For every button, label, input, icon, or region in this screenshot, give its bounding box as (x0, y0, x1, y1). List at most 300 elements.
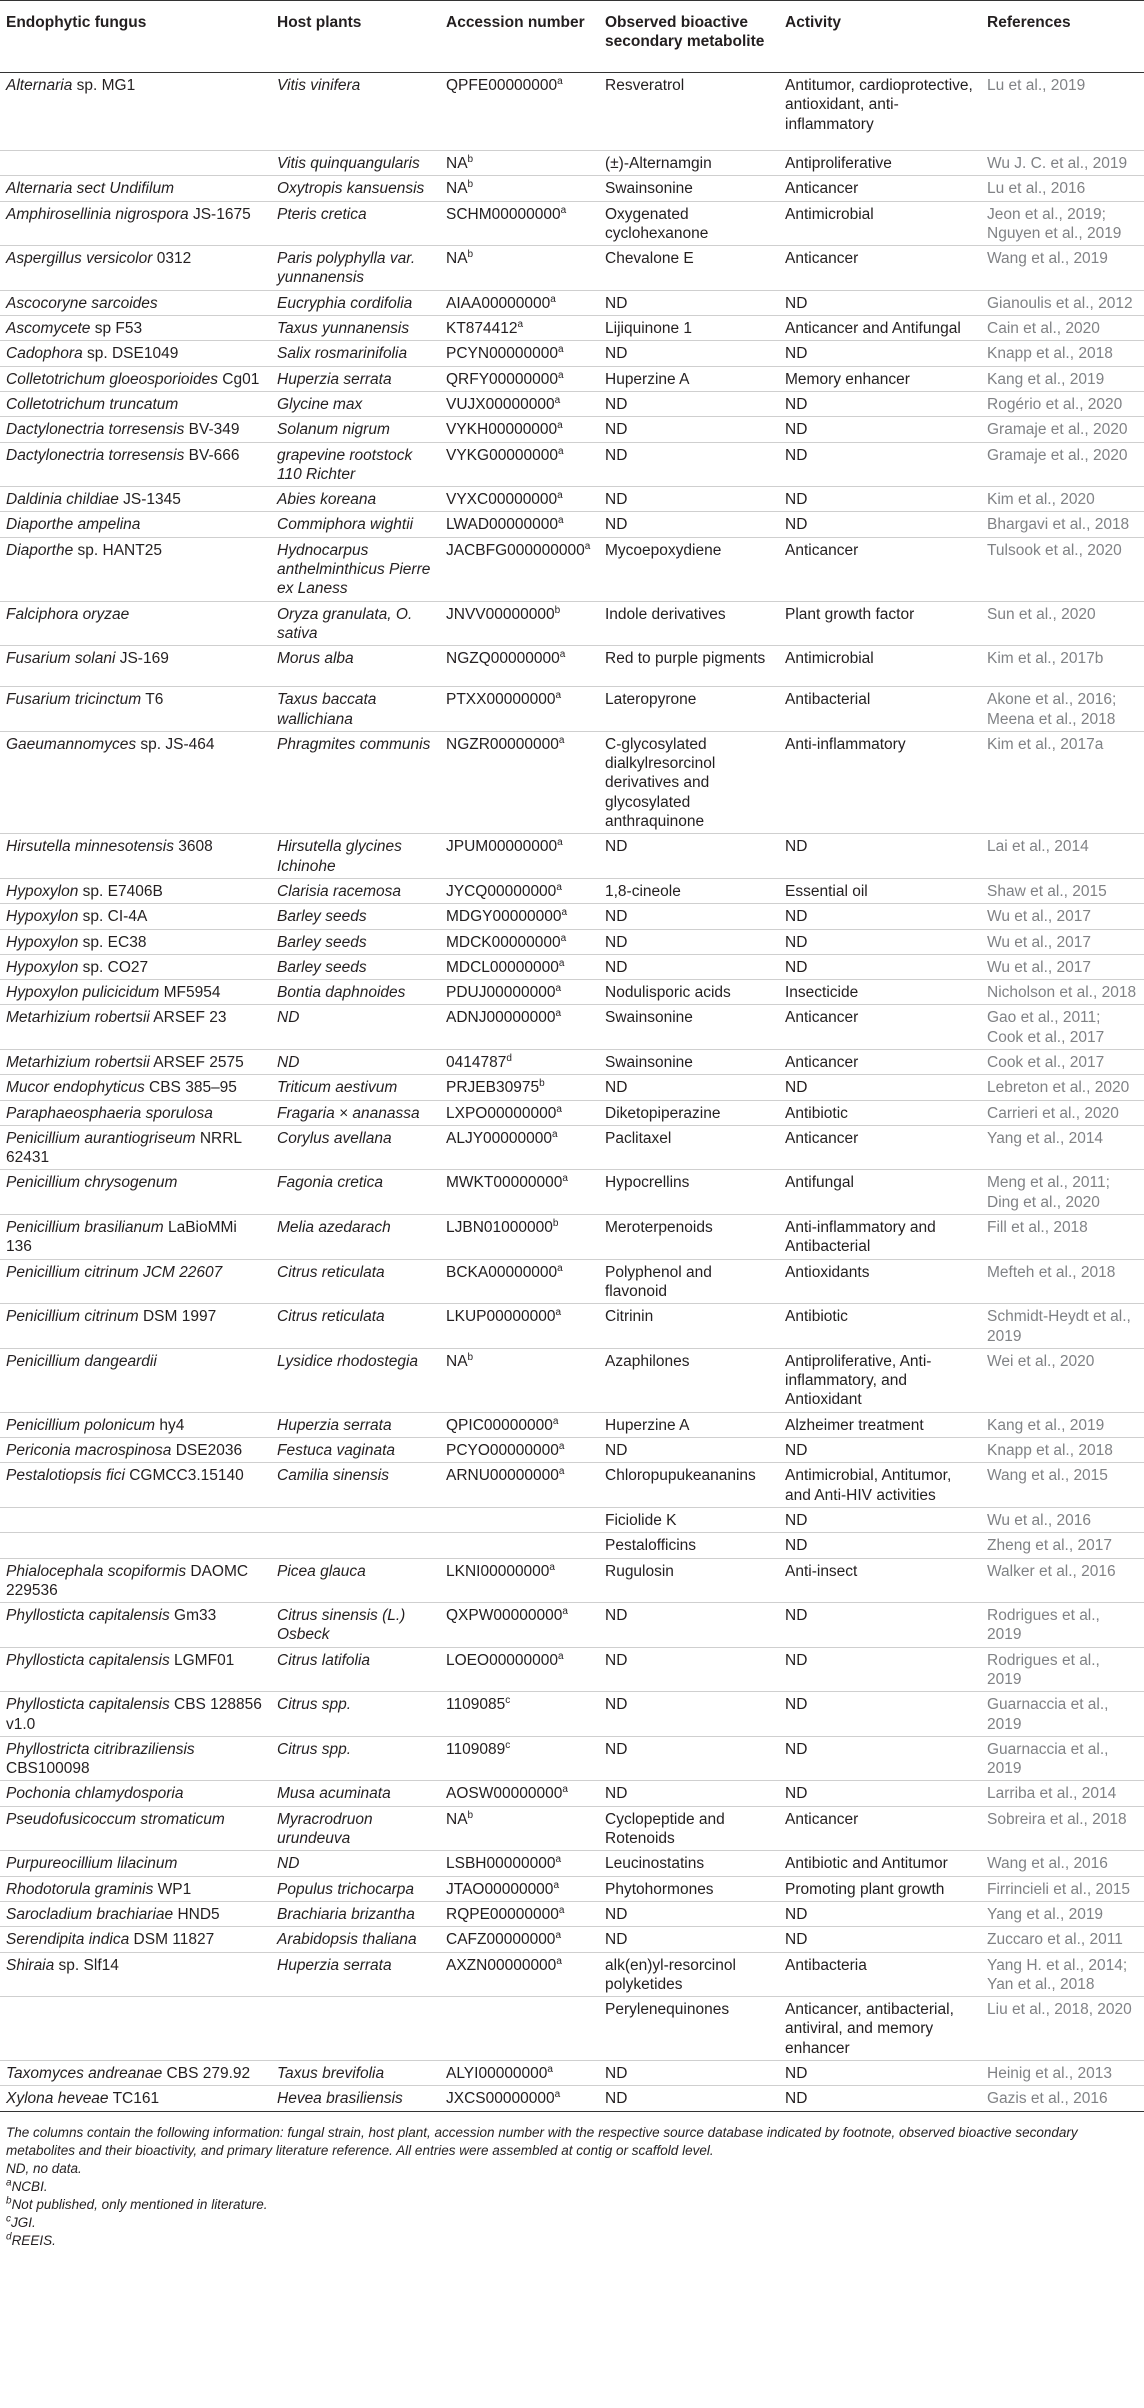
table-row (0, 731, 1144, 833)
cell-host-plant: Abies koreana (271, 487, 440, 512)
cell-host-plant: Fagonia cretica (271, 1170, 440, 1215)
cell-host-plant: Triticum aestivum (271, 1075, 440, 1100)
header-fungus: Endophytic fungus (0, 1, 271, 73)
cell-accession: MDCK00000000$^a$ (440, 929, 599, 954)
cell-metabolite: Lijiquinone 1 (599, 316, 779, 341)
footnote-a: $^a$NCBI. (6, 2177, 48, 2194)
cell-accession: CAFZ00000000$^a$ (440, 1927, 599, 1952)
cell-accession: 0414787$^d$ (440, 1049, 599, 1074)
cell-host-plant: Festuca vaginata (271, 1438, 440, 1463)
cell-accession: QXPW00000000$^a$ (440, 1603, 599, 1648)
cell-fungus: Phialocephala scopiformis DAOMC 229536 (0, 1558, 271, 1603)
cell-fungus: Cadophora sp. DSE1049 (0, 341, 271, 366)
cell-accession: LWAD00000000$^a$ (440, 512, 599, 537)
cell-activity: Anticancer (779, 246, 981, 291)
footnote-d: $^d$REEIS. (6, 2231, 56, 2248)
table-row (0, 646, 1144, 687)
cell-host-plant: Vitis quinquangularis (271, 151, 440, 176)
table-row (0, 1215, 1144, 1260)
cell-fungus: Paraphaeosphaeria sporulosa (0, 1100, 271, 1125)
cell-fungus: Phyllosticta capitalensis CBS 128856 v1.0 (0, 1692, 271, 1737)
cell-activity: ND (779, 834, 981, 879)
cell-host-plant: Paris polyphylla var. yunnanensis (271, 246, 440, 291)
cell-activity: Insecticide (779, 980, 981, 1005)
cell-metabolite: ND (599, 417, 779, 442)
table-body (0, 73, 1144, 2112)
cell-fungus: Hypoxylon sp. CO27 (0, 954, 271, 979)
cell-reference[interactable]: Kang et al., 2019 (981, 366, 1144, 391)
cell-activity: ND (779, 1781, 981, 1806)
cell-accession: $NA^b$ (440, 1806, 599, 1851)
cell-reference[interactable]: Bhargavi et al., 2018 (981, 512, 1144, 537)
cell-fungus: Aspergillus versicolor 0312 (0, 246, 271, 291)
cell-fungus: Penicillium citrinum DSM 1997 (0, 1304, 271, 1349)
cell-fungus (0, 1997, 271, 2061)
cell-host-plant: Barley seeds (271, 904, 440, 929)
cell-accession: 1109089$^c$ (440, 1736, 599, 1781)
cell-host-plant: grapevine rootstock 110 Richter (271, 442, 440, 487)
cell-fungus (0, 151, 271, 176)
cell-metabolite: Swainsonine (599, 1049, 779, 1074)
cell-activity: Essential oil (779, 878, 981, 903)
cell-reference[interactable]: Wang et al., 2015 (981, 1463, 1144, 1508)
cell-reference[interactable]: Knapp et al., 2018 (981, 1438, 1144, 1463)
cell-metabolite: ND (599, 487, 779, 512)
cell-activity: Antiproliferative (779, 151, 981, 176)
cell-host-plant: Hirsutella glycines Ichinohe (271, 834, 440, 879)
cell-activity: ND (779, 1736, 981, 1781)
cell-reference[interactable]: Lai et al., 2014 (981, 834, 1144, 879)
cell-activity: Antibacteria (779, 1952, 981, 1997)
cell-metabolite: 1,8-cineole (599, 878, 779, 903)
cell-fungus (0, 1533, 271, 1558)
cell-activity: ND (779, 442, 981, 487)
table-row (0, 1851, 1144, 1876)
cell-metabolite: ND (599, 1781, 779, 1806)
table-row (0, 1692, 1144, 1737)
cell-reference[interactable]: Cain et al., 2020 (981, 316, 1144, 341)
cell-reference[interactable]: Rogério et al., 2020 (981, 391, 1144, 416)
cell-accession: 1109085$^c$ (440, 1692, 599, 1737)
cell-fungus: Serendipita indica DSM 11827 (0, 1927, 271, 1952)
cell-host-plant: Barley seeds (271, 954, 440, 979)
cell-reference[interactable]: Walker et al., 2016 (981, 1558, 1144, 1603)
cell-metabolite: ND (599, 1438, 779, 1463)
cell-host-plant: Populus trichocarpa (271, 1876, 440, 1901)
cell-accession: ALYI00000000$^a$ (440, 2061, 599, 2086)
table-row (0, 442, 1144, 487)
cell-host-plant: Taxus brevifolia (271, 2061, 440, 2086)
cell-fungus: Fusarium tricinctum T6 (0, 687, 271, 732)
cell-reference[interactable]: Kim et al., 2017b (981, 646, 1144, 687)
cell-activity: Antibiotic (779, 1304, 981, 1349)
table-row (0, 1304, 1144, 1349)
cell-accession: $NA^b$ (440, 176, 599, 201)
footnote-nd: ND, no data. (6, 2160, 82, 2176)
cell-host-plant (271, 1533, 440, 1558)
cell-reference[interactable]: Heinig et al., 2013 (981, 2061, 1144, 2086)
cell-accession: JPUM00000000$^a$ (440, 834, 599, 879)
cell-host-plant: Solanum nigrum (271, 417, 440, 442)
cell-activity: ND (779, 2086, 981, 2111)
cell-host-plant: Vitis vinifera (271, 73, 440, 151)
cell-fungus: Alternaria sect Undifilum (0, 176, 271, 201)
cell-reference[interactable]: Firrincieli et al., 2015 (981, 1876, 1144, 1901)
cell-host-plant: Huperzia serrata (271, 366, 440, 391)
cell-accession: VYXC00000000$^a$ (440, 487, 599, 512)
cell-accession: MDCL00000000$^a$ (440, 954, 599, 979)
cell-reference[interactable]: Gianoulis et al., 2012 (981, 290, 1144, 315)
cell-reference[interactable]: Wang et al., 2016 (981, 1851, 1144, 1876)
cell-fungus: Purpureocillium lilacinum (0, 1851, 271, 1876)
cell-metabolite: ND (599, 1075, 779, 1100)
cell-reference[interactable]: Gazis et al., 2016 (981, 2086, 1144, 2111)
cell-metabolite: Paclitaxel (599, 1125, 779, 1170)
table-row (0, 1100, 1144, 1125)
cell-activity: ND (779, 1647, 981, 1692)
cell-metabolite: Leucinostatins (599, 1851, 779, 1876)
cell-reference[interactable]: Guarnaccia et al., 2019 (981, 1692, 1144, 1737)
cell-metabolite: Rugulosin (599, 1558, 779, 1603)
cell-metabolite: ND (599, 1901, 779, 1926)
footnote-c: $^c$JGI. (6, 2213, 36, 2230)
cell-reference[interactable]: Wu et al., 2017 (981, 954, 1144, 979)
cell-reference[interactable]: Jeon et al., 2019; Nguyen et al., 2019 (981, 201, 1144, 246)
cell-host-plant: Lysidice rhodostegia (271, 1348, 440, 1412)
cell-accession: $NA^b$ (440, 151, 599, 176)
cell-reference[interactable]: Lu et al., 2019 (981, 73, 1144, 151)
cell-host-plant: Bontia daphnoides (271, 980, 440, 1005)
cell-reference[interactable]: Guarnaccia et al., 2019 (981, 1736, 1144, 1781)
cell-fungus: Sarocladium brachiariae HND5 (0, 1901, 271, 1926)
cell-fungus: Ascomycete sp F53 (0, 316, 271, 341)
cell-metabolite: Resveratrol (599, 73, 779, 151)
cell-reference[interactable]: Gao et al., 2011; Cook et al., 2017 (981, 1005, 1144, 1050)
cell-activity: ND (779, 341, 981, 366)
cell-reference[interactable]: Gramaje et al., 2020 (981, 442, 1144, 487)
cell-fungus: Pestalotiopsis fici CGMCC3.15140 (0, 1463, 271, 1508)
cell-accession: VYKH00000000$^a$ (440, 417, 599, 442)
table-row (0, 73, 1144, 151)
cell-reference[interactable]: Schmidt-Heydt et al., 2019 (981, 1304, 1144, 1349)
cell-accession: LOEO00000000$^a$ (440, 1647, 599, 1692)
cell-activity: ND (779, 1438, 981, 1463)
header-metabolite: Observed bioactive secondary metabolite (599, 1, 779, 73)
cell-metabolite: ND (599, 1647, 779, 1692)
cell-metabolite: Cyclopeptide and Rotenoids (599, 1806, 779, 1851)
table-row (0, 366, 1144, 391)
cell-host-plant: Oxytropis kansuensis (271, 176, 440, 201)
cell-metabolite: Swainsonine (599, 176, 779, 201)
cell-host-plant: Citrus latifolia (271, 1647, 440, 1692)
cell-fungus: Shiraia sp. Slf14 (0, 1952, 271, 1997)
cell-reference[interactable]: Shaw et al., 2015 (981, 878, 1144, 903)
cell-metabolite: ND (599, 1736, 779, 1781)
cell-activity: Antibacterial (779, 687, 981, 732)
cell-reference[interactable]: Nicholson et al., 2018 (981, 980, 1144, 1005)
cell-reference[interactable]: Lu et al., 2016 (981, 176, 1144, 201)
cell-accession: PTXX00000000$^a$ (440, 687, 599, 732)
cell-reference[interactable]: Wei et al., 2020 (981, 1348, 1144, 1412)
table-row (0, 834, 1144, 879)
cell-activity: Anticancer (779, 537, 981, 601)
cell-activity: Anticancer and Antifungal (779, 316, 981, 341)
cell-host-plant: Camilia sinensis (271, 1463, 440, 1508)
cell-fungus: Alternaria sp. MG1 (0, 73, 271, 151)
table-row (0, 1901, 1144, 1926)
cell-fungus: Pochonia chlamydosporia (0, 1781, 271, 1806)
cell-metabolite: Phytohormones (599, 1876, 779, 1901)
cell-fungus: Penicillium polonicum hy4 (0, 1412, 271, 1437)
cell-fungus: Daldinia childiae JS-1345 (0, 487, 271, 512)
cell-fungus: Penicillium brasilianum LaBioMMi 136 (0, 1215, 271, 1260)
table-row (0, 1806, 1144, 1851)
cell-activity: Anticancer, antibacterial, antiviral, and memory enhancer (779, 1997, 981, 2061)
cell-reference[interactable]: Wang et al., 2019 (981, 246, 1144, 291)
cell-host-plant: Corylus avellana (271, 1125, 440, 1170)
cell-reference[interactable]: Wu et al., 2017 (981, 904, 1144, 929)
cell-accession: NGZR00000000$^a$ (440, 731, 599, 833)
cell-metabolite: Hypocrellins (599, 1170, 779, 1215)
cell-metabolite: ND (599, 1603, 779, 1648)
cell-host-plant: Commiphora wightii (271, 512, 440, 537)
cell-host-plant: Glycine max (271, 391, 440, 416)
header-references: References (981, 1, 1144, 73)
cell-reference[interactable]: Akone et al., 2016; Meena et al., 2018 (981, 687, 1144, 732)
cell-activity: Anti-inflammatory (779, 731, 981, 833)
cell-reference[interactable]: Kim et al., 2017a (981, 731, 1144, 833)
cell-host-plant: Citrus spp. (271, 1736, 440, 1781)
cell-metabolite: ND (599, 442, 779, 487)
table-row (0, 904, 1144, 929)
table-row (0, 246, 1144, 291)
cell-reference[interactable]: Rodrigues et al., 2019 (981, 1647, 1144, 1692)
cell-fungus: Hypoxylon sp. E7406B (0, 878, 271, 903)
footnote-b: $^b$Not published, only mentioned in literature. (6, 2195, 268, 2212)
cell-reference[interactable]: Gramaje et al., 2020 (981, 417, 1144, 442)
cell-host-plant: Melia azedarach (271, 1215, 440, 1260)
cell-metabolite: Indole derivatives (599, 601, 779, 646)
cell-accession (440, 1507, 599, 1532)
cell-host-plant: Citrus reticulata (271, 1259, 440, 1304)
cell-reference[interactable]: Zuccaro et al., 2011 (981, 1927, 1144, 1952)
cell-accession: JTAO00000000$^a$ (440, 1876, 599, 1901)
cell-reference[interactable]: Rodrigues et al., 2019 (981, 1603, 1144, 1648)
cell-host-plant: Hevea brasiliensis (271, 2086, 440, 2111)
table-row (0, 1558, 1144, 1603)
table-row (0, 2061, 1144, 2086)
cell-fungus: Diaporthe ampelina (0, 512, 271, 537)
cell-host-plant: Taxus yunnanensis (271, 316, 440, 341)
cell-metabolite: ND (599, 391, 779, 416)
cell-reference[interactable]: Kim et al., 2020 (981, 487, 1144, 512)
cell-host-plant: ND (271, 1851, 440, 1876)
cell-reference[interactable]: Cook et al., 2017 (981, 1049, 1144, 1074)
cell-activity: Antifungal (779, 1170, 981, 1215)
cell-metabolite: ND (599, 290, 779, 315)
cell-reference[interactable]: Tulsook et al., 2020 (981, 537, 1144, 601)
table-row (0, 929, 1144, 954)
cell-reference[interactable]: Zheng et al., 2017 (981, 1533, 1144, 1558)
table-row (0, 1507, 1144, 1532)
cell-activity: Anticancer (779, 1806, 981, 1851)
cell-accession: VYKG00000000$^a$ (440, 442, 599, 487)
cell-accession: QRFY00000000$^a$ (440, 366, 599, 391)
cell-accession: $NA^b$ (440, 246, 599, 291)
cell-activity: ND (779, 1533, 981, 1558)
cell-metabolite: Perylenequinones (599, 1997, 779, 2061)
cell-reference[interactable]: Yang H. et al., 2014; Yan et al., 2018 (981, 1952, 1144, 1997)
cell-reference[interactable]: Sobreira et al., 2018 (981, 1806, 1144, 1851)
cell-host-plant: Picea glauca (271, 1558, 440, 1603)
cell-host-plant (271, 1997, 440, 2061)
cell-accession: JNVV00000000$^b$ (440, 601, 599, 646)
cell-fungus: Hypoxylon sp. CI-4A (0, 904, 271, 929)
cell-activity: Anti-inflammatory and Antibacterial (779, 1215, 981, 1260)
cell-fungus: Colletotrichum gloeosporioides Cg01 (0, 366, 271, 391)
cell-activity: ND (779, 512, 981, 537)
table-row (0, 1876, 1144, 1901)
cell-host-plant: Citrus reticulata (271, 1304, 440, 1349)
cell-accession: AOSW00000000$^a$ (440, 1781, 599, 1806)
cell-activity: Antibiotic and Antitumor (779, 1851, 981, 1876)
cell-reference[interactable]: Fill et al., 2018 (981, 1215, 1144, 1260)
cell-fungus: Penicillium citrinum JCM 22607 (0, 1259, 271, 1304)
cell-reference[interactable]: Knapp et al., 2018 (981, 341, 1144, 366)
table-row (0, 176, 1144, 201)
cell-activity: Anti-insect (779, 1558, 981, 1603)
cell-fungus: Amphirosellinia nigrospora JS-1675 (0, 201, 271, 246)
cell-host-plant: Fragaria × ananassa (271, 1100, 440, 1125)
cell-activity: Anticancer (779, 1125, 981, 1170)
cell-host-plant: Citrus sinensis (L.) Osbeck (271, 1603, 440, 1648)
table-row (0, 151, 1144, 176)
cell-accession: AXZN00000000$^a$ (440, 1952, 599, 1997)
cell-fungus: Hypoxylon pulicicidum MF5954 (0, 980, 271, 1005)
cell-host-plant: Arabidopsis thaliana (271, 1927, 440, 1952)
table-row (0, 417, 1144, 442)
cell-host-plant: Myracrodruon urundeuva (271, 1806, 440, 1851)
cell-fungus: Phyllosticta capitalensis Gm33 (0, 1603, 271, 1648)
table-row (0, 537, 1144, 601)
footnote-caption: The columns contain the following information: fungal strain, host plant, accession number with the respective source database indicated by footnote, observed bioactive secondary metabolites and their bioactivity, and primary literature reference. All entries were assembled at contig or scaffold level. (6, 2124, 1078, 2158)
cell-metabolite: Chloropupukeananins (599, 1463, 779, 1508)
cell-fungus: Metarhizium robertsii ARSEF 2575 (0, 1049, 271, 1074)
cell-reference[interactable]: Sun et al., 2020 (981, 601, 1144, 646)
cell-reference[interactable]: Lebreton et al., 2020 (981, 1075, 1144, 1100)
cell-fungus: Penicillium dangeardii (0, 1348, 271, 1412)
cell-reference[interactable]: Yang et al., 2019 (981, 1901, 1144, 1926)
cell-activity: ND (779, 487, 981, 512)
cell-metabolite: ND (599, 929, 779, 954)
cell-reference[interactable]: Liu et al., 2018, 2020 (981, 1997, 1144, 2061)
table-row (0, 341, 1144, 366)
cell-accession: KT874412$^a$ (440, 316, 599, 341)
table-row (0, 954, 1144, 979)
cell-activity: Antimicrobial, Antitumor, and Anti-HIV activities (779, 1463, 981, 1508)
cell-fungus: Phyllosticta capitalensis LGMF01 (0, 1647, 271, 1692)
cell-activity: ND (779, 954, 981, 979)
table-row (0, 316, 1144, 341)
table-row (0, 290, 1144, 315)
cell-activity: Anticancer (779, 1005, 981, 1050)
cell-accession: LKNI00000000$^a$ (440, 1558, 599, 1603)
cell-accession: LXPO00000000$^a$ (440, 1100, 599, 1125)
cell-host-plant: Pteris cretica (271, 201, 440, 246)
table-row (0, 878, 1144, 903)
cell-host-plant: Hydnocarpus anthelminthicus Pierre ex Laness (271, 537, 440, 601)
cell-fungus: Diaporthe sp. HANT25 (0, 537, 271, 601)
cell-activity: ND (779, 1927, 981, 1952)
cell-fungus: Falciphora oryzae (0, 601, 271, 646)
cell-metabolite: Citrinin (599, 1304, 779, 1349)
cell-host-plant: Huperzia serrata (271, 1412, 440, 1437)
cell-host-plant: ND (271, 1005, 440, 1050)
cell-activity: ND (779, 1507, 981, 1532)
cell-reference[interactable]: Wu et al., 2017 (981, 929, 1144, 954)
cell-activity: ND (779, 1603, 981, 1648)
cell-activity: Anticancer (779, 1049, 981, 1074)
cell-metabolite: Red to purple pigments (599, 646, 779, 687)
cell-reference[interactable]: Carrieri et al., 2020 (981, 1100, 1144, 1125)
cell-accession: PCYO00000000$^a$ (440, 1438, 599, 1463)
cell-host-plant: Barley seeds (271, 929, 440, 954)
table-row (0, 1438, 1144, 1463)
cell-reference[interactable]: Wu J. C. et al., 2019 (981, 151, 1144, 176)
cell-accession: VUJX00000000$^a$ (440, 391, 599, 416)
cell-fungus: Mucor endophyticus CBS 385–95 (0, 1075, 271, 1100)
table-row (0, 1005, 1144, 1050)
cell-reference[interactable]: Yang et al., 2014 (981, 1125, 1144, 1170)
cell-reference[interactable]: Kang et al., 2019 (981, 1412, 1144, 1437)
table-row (0, 1259, 1144, 1304)
cell-accession: JXCS00000000$^a$ (440, 2086, 599, 2111)
cell-accession: ALJY00000000$^a$ (440, 1125, 599, 1170)
cell-reference[interactable]: Meng et al., 2011; Ding et al., 2020 (981, 1170, 1144, 1215)
cell-host-plant: ND (271, 1049, 440, 1074)
cell-fungus: Penicillium aurantiogriseum NRRL 62431 (0, 1125, 271, 1170)
cell-reference[interactable]: Larriba et al., 2014 (981, 1781, 1144, 1806)
cell-metabolite: ND (599, 512, 779, 537)
cell-metabolite: Diketopiperazine (599, 1100, 779, 1125)
cell-host-plant: Musa acuminata (271, 1781, 440, 1806)
cell-host-plant: Eucryphia cordifolia (271, 290, 440, 315)
cell-metabolite: C-glycosylated dialkylresorcinol derivatives and glycosylated anthraquinone (599, 731, 779, 833)
table-row (0, 1075, 1144, 1100)
cell-accession: PDUJ00000000$^a$ (440, 980, 599, 1005)
cell-host-plant: Citrus spp. (271, 1692, 440, 1737)
cell-metabolite: Huperzine A (599, 1412, 779, 1437)
cell-accession: SCHM00000000$^a$ (440, 201, 599, 246)
cell-fungus: Penicillium chrysogenum (0, 1170, 271, 1215)
table-row (0, 1997, 1144, 2061)
cell-accession: QPFE00000000$^a$ (440, 73, 599, 151)
table-row (0, 1533, 1144, 1558)
cell-fungus: Xylona heveae TC161 (0, 2086, 271, 2111)
cell-reference[interactable]: Wu et al., 2016 (981, 1507, 1144, 1532)
table-row (0, 1412, 1144, 1437)
cell-fungus: Metarhizium robertsii ARSEF 23 (0, 1005, 271, 1050)
cell-activity: ND (779, 904, 981, 929)
cell-activity: ND (779, 2061, 981, 2086)
cell-fungus: Colletotrichum truncatum (0, 391, 271, 416)
table-row (0, 1736, 1144, 1781)
cell-activity: Plant growth factor (779, 601, 981, 646)
cell-accession: $NA^b$ (440, 1348, 599, 1412)
cell-accession: JYCQ00000000$^a$ (440, 878, 599, 903)
cell-reference[interactable]: Mefteh et al., 2018 (981, 1259, 1144, 1304)
cell-activity: Alzheimer treatment (779, 1412, 981, 1437)
